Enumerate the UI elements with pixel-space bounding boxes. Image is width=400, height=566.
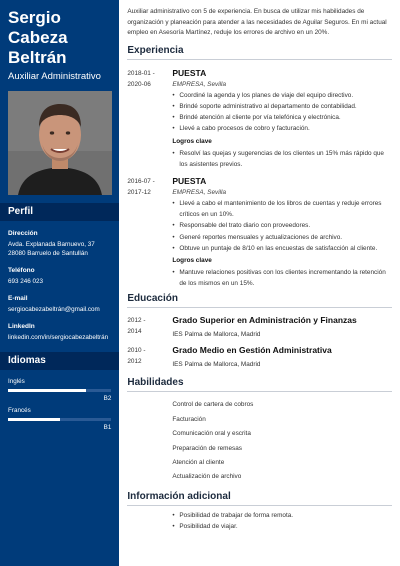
education-title: Grado Superior en Administración y Finanzas [172, 315, 357, 326]
education-date-end: 2014 [127, 328, 142, 336]
main-content [119, 0, 400, 566]
skill-item: Control de cartera de cobros [172, 401, 254, 409]
skill-item: Facturación [172, 415, 206, 423]
summary-text: Auxiliar administrativo con 5 de experiencia. En busca de utilizar mis habilidades de organización y planeación para atender a las necesidades de Aguilar Seguros. En mi actual empleo en Asesoría Martínez, reduje los errores de archivo en un 20%. [127, 8, 387, 37]
email-value[interactable]: sergiocabezabeltrán@gmail.com [8, 306, 100, 313]
education-entry [127, 315, 392, 339]
language-bar [8, 389, 111, 392]
additional-info-items [172, 510, 392, 532]
skill-item: Comunicación oral y escrita [172, 430, 251, 438]
language-bar-fill [8, 389, 86, 392]
job-bullet: • Llevé a cabo el mantenimiento de los libros de cuentas y reduje errores críticos en un 10%. [172, 198, 392, 220]
job-bullet: • Responsable del trato diario con proveedores. [172, 220, 392, 231]
additional-info-item: • Posibilidad de viajar. [172, 521, 392, 532]
achievement-item: • Mantuve relaciones positivas con los clientes incrementando la retención de los mismos en un 15%. [172, 267, 392, 289]
skills-list [127, 398, 392, 484]
profile-photo [8, 91, 112, 195]
education-title: Grado Medio en Gestión Administrativa [172, 345, 332, 356]
contact-info [0, 230, 119, 342]
job-date-end: 2017-12 [127, 189, 151, 196]
job-date-end: 2020-06 [127, 80, 151, 88]
portrait-image [8, 91, 112, 195]
experience-heading: Experiencia [127, 45, 392, 60]
job-title: PUESTA [172, 67, 207, 78]
job-bullet: • Coordiné la agenda y los planes de viaje del equipo directivo. [172, 90, 392, 101]
job-bullet: • Brindé atención al cliente por vía telefónica y electrónica. [172, 112, 392, 123]
email-label: E-mail [8, 295, 28, 302]
job-company: EMPRESA, Sevilla [172, 80, 227, 88]
education-dates [127, 315, 172, 339]
name-line-2: Cabeza [8, 28, 68, 47]
achievements-list [172, 148, 392, 170]
additional-info-list [127, 510, 392, 532]
sidebar [0, 0, 119, 566]
skills-heading: Habilidades [127, 377, 392, 392]
phone-label: Teléfono [8, 267, 35, 274]
skill-item: Atención al cliente [172, 459, 225, 467]
language-bar-fill [8, 418, 60, 421]
language-name: Francés [8, 407, 31, 414]
skill-item: Preparación de remesas [172, 444, 242, 452]
job-bullets [172, 90, 392, 135]
language-level: B1 [103, 424, 112, 431]
job-entry [127, 176, 392, 289]
linkedin-value[interactable]: linkedin.com/in/sergiocabezabeltrán [8, 334, 109, 341]
phone-value: 693 246 023 [8, 278, 44, 285]
language-level: B2 [103, 395, 112, 402]
additional-info-item: • Posibilidad de trabajar de forma remota. [172, 510, 392, 521]
address-line-1: Avda. Explanada Barnuevo, 37 [8, 241, 95, 248]
job-bullet: • Llevé a cabo procesos de cobro y facturación. [172, 123, 392, 134]
job-date-start: 2018-01 - [127, 69, 155, 77]
job-details [172, 176, 392, 289]
job-entry [127, 68, 392, 170]
job-dates [127, 68, 172, 170]
education-dates [127, 345, 172, 369]
education-school: IES Palma de Mallorca, Madrid [172, 331, 261, 339]
achievements-list [172, 267, 392, 289]
name-line-3: Beltrán [8, 48, 67, 67]
education-details [172, 315, 392, 339]
education-date-end: 2012 [127, 358, 142, 366]
linkedin-label: LinkedIn [8, 323, 35, 330]
job-bullet: • Generé reportes mensuales y actualizaciones de archivo. [172, 232, 392, 243]
education-date-start: 2010 - [127, 347, 146, 355]
job-bullets [172, 198, 392, 254]
achievement-item: • Resolví las quejas y sugerencias de los clientes un 15% más rápido que los asistentes previos. [172, 148, 392, 170]
education-date-start: 2012 - [127, 317, 146, 325]
job-bullet: • Brindé soporte administrativo al departamento de contabilidad. [172, 101, 392, 112]
education-entry [127, 345, 392, 369]
candidate-role: Auxiliar Administrativo [8, 71, 101, 82]
achievements-label: Logros clave [172, 137, 212, 145]
languages-heading: Idiomas [0, 352, 119, 370]
job-bullet: • Obtuve un puntaje de 8/10 en las encuestas de satisfacción al cliente. [172, 243, 392, 254]
education-school: IES Palma de Mallorca, Madrid [172, 361, 261, 369]
additional-info-heading: Información adicional [127, 491, 392, 506]
skill-item: Actualización de archivo [172, 473, 242, 481]
language-item [0, 378, 119, 403]
job-date-start: 2016-07 - [127, 178, 155, 185]
language-bar [8, 418, 111, 421]
achievements-label: Logros clave [172, 257, 212, 265]
job-details [172, 68, 392, 170]
language-name: Inglés [8, 378, 25, 385]
profile-heading: Perfil [0, 203, 119, 221]
job-title: PUESTA [172, 176, 207, 186]
address-line-2: 28080 Barruelo de Santullán [8, 250, 88, 257]
name-line-1: Sergio [8, 8, 61, 27]
address-label: Dirección [8, 230, 38, 237]
education-details [172, 345, 392, 369]
education-heading: Educación [127, 293, 392, 308]
job-dates [127, 176, 172, 289]
language-item [0, 407, 119, 432]
job-company: EMPRESA, Sevilla [172, 189, 227, 196]
candidate-name [8, 8, 119, 68]
